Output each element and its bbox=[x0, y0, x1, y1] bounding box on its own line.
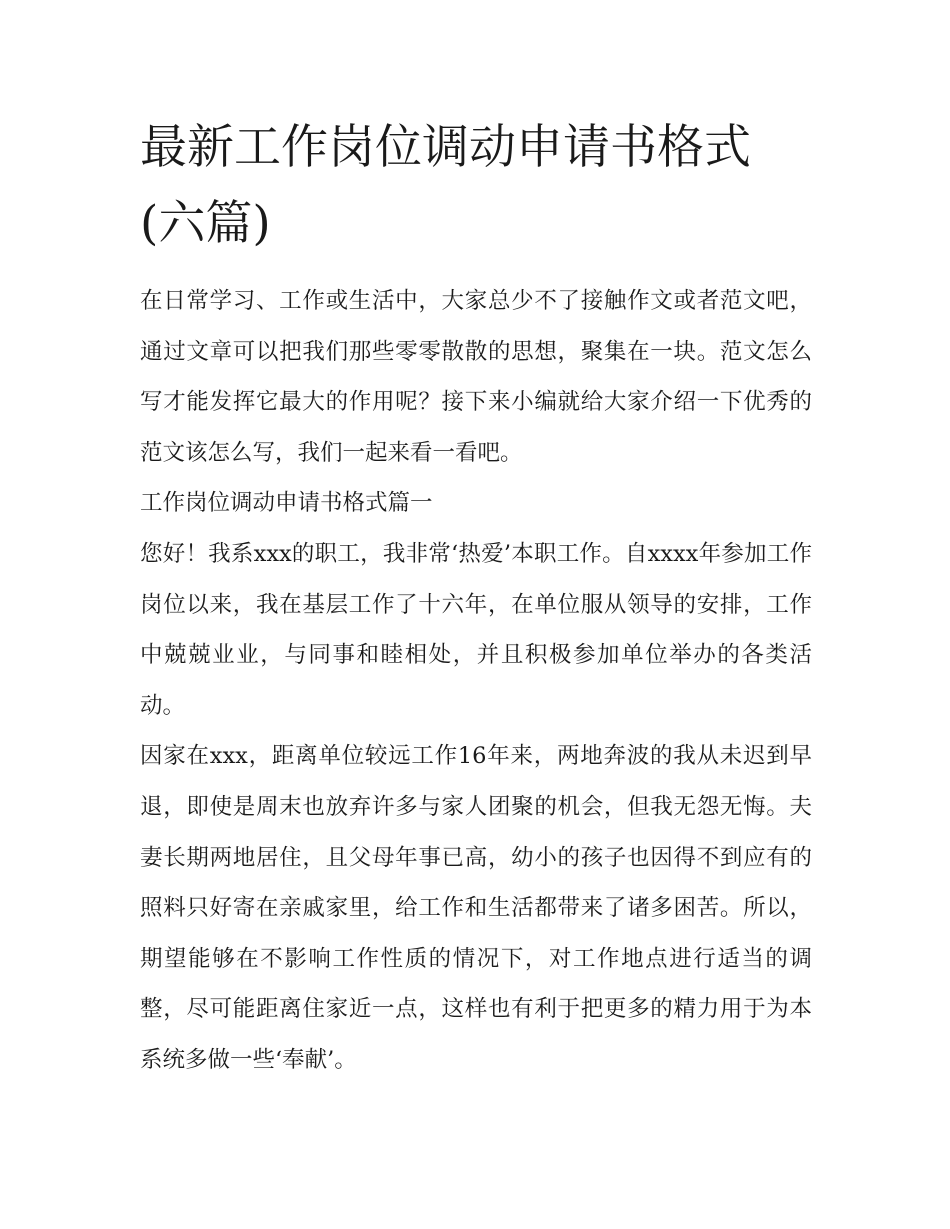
body-paragraph-2: 因家在xxx，距离单位较远工作16年来，两地奔波的我从未迟到早退，即使是周末也放弃许多与家人团聚的机会，但我无怨无悔。夫妻长期两地居住，且父母年事已高，幼小的孩子也因得不到应有的照料只好寄在亲戚家里，给工作和生活都带来了诸多困苦。所以，期望能够在不影响工作性质的情况下，对工作地点进行适当的调整，尽可能距离住家近一点，这样也有利于把更多的精力用于为本系统多做一些‘奉献’。 bbox=[140, 743, 812, 1073]
section-heading: 工作岗位调动申请书格式篇一 bbox=[140, 490, 433, 517]
document-body bbox=[140, 110, 812, 1086]
intro-paragraph: 在日常学习、工作或生活中，大家总少不了接触作文或者范文吧，通过文章可以把我们那些零零散散的思想，聚集在一块。范文怎么写才能发挥它最大的作用呢？接下来小编就给大家介绍一下优秀的范文该怎么写，我们一起来看一看吧。 bbox=[140, 288, 812, 466]
body-paragraph-1: 您好！我系xxx的职工，我非常‘热爱’本职工作。自xxxx年参加工作岗位以来，我在基层工作了十六年，在单位服从领导的安排，工作中兢兢业业，与同事和睦相处，并且积极参加单位举办的各类活动。 bbox=[140, 540, 812, 719]
document-title: 最新工作岗位调动申请书格式(六篇) bbox=[140, 120, 751, 251]
